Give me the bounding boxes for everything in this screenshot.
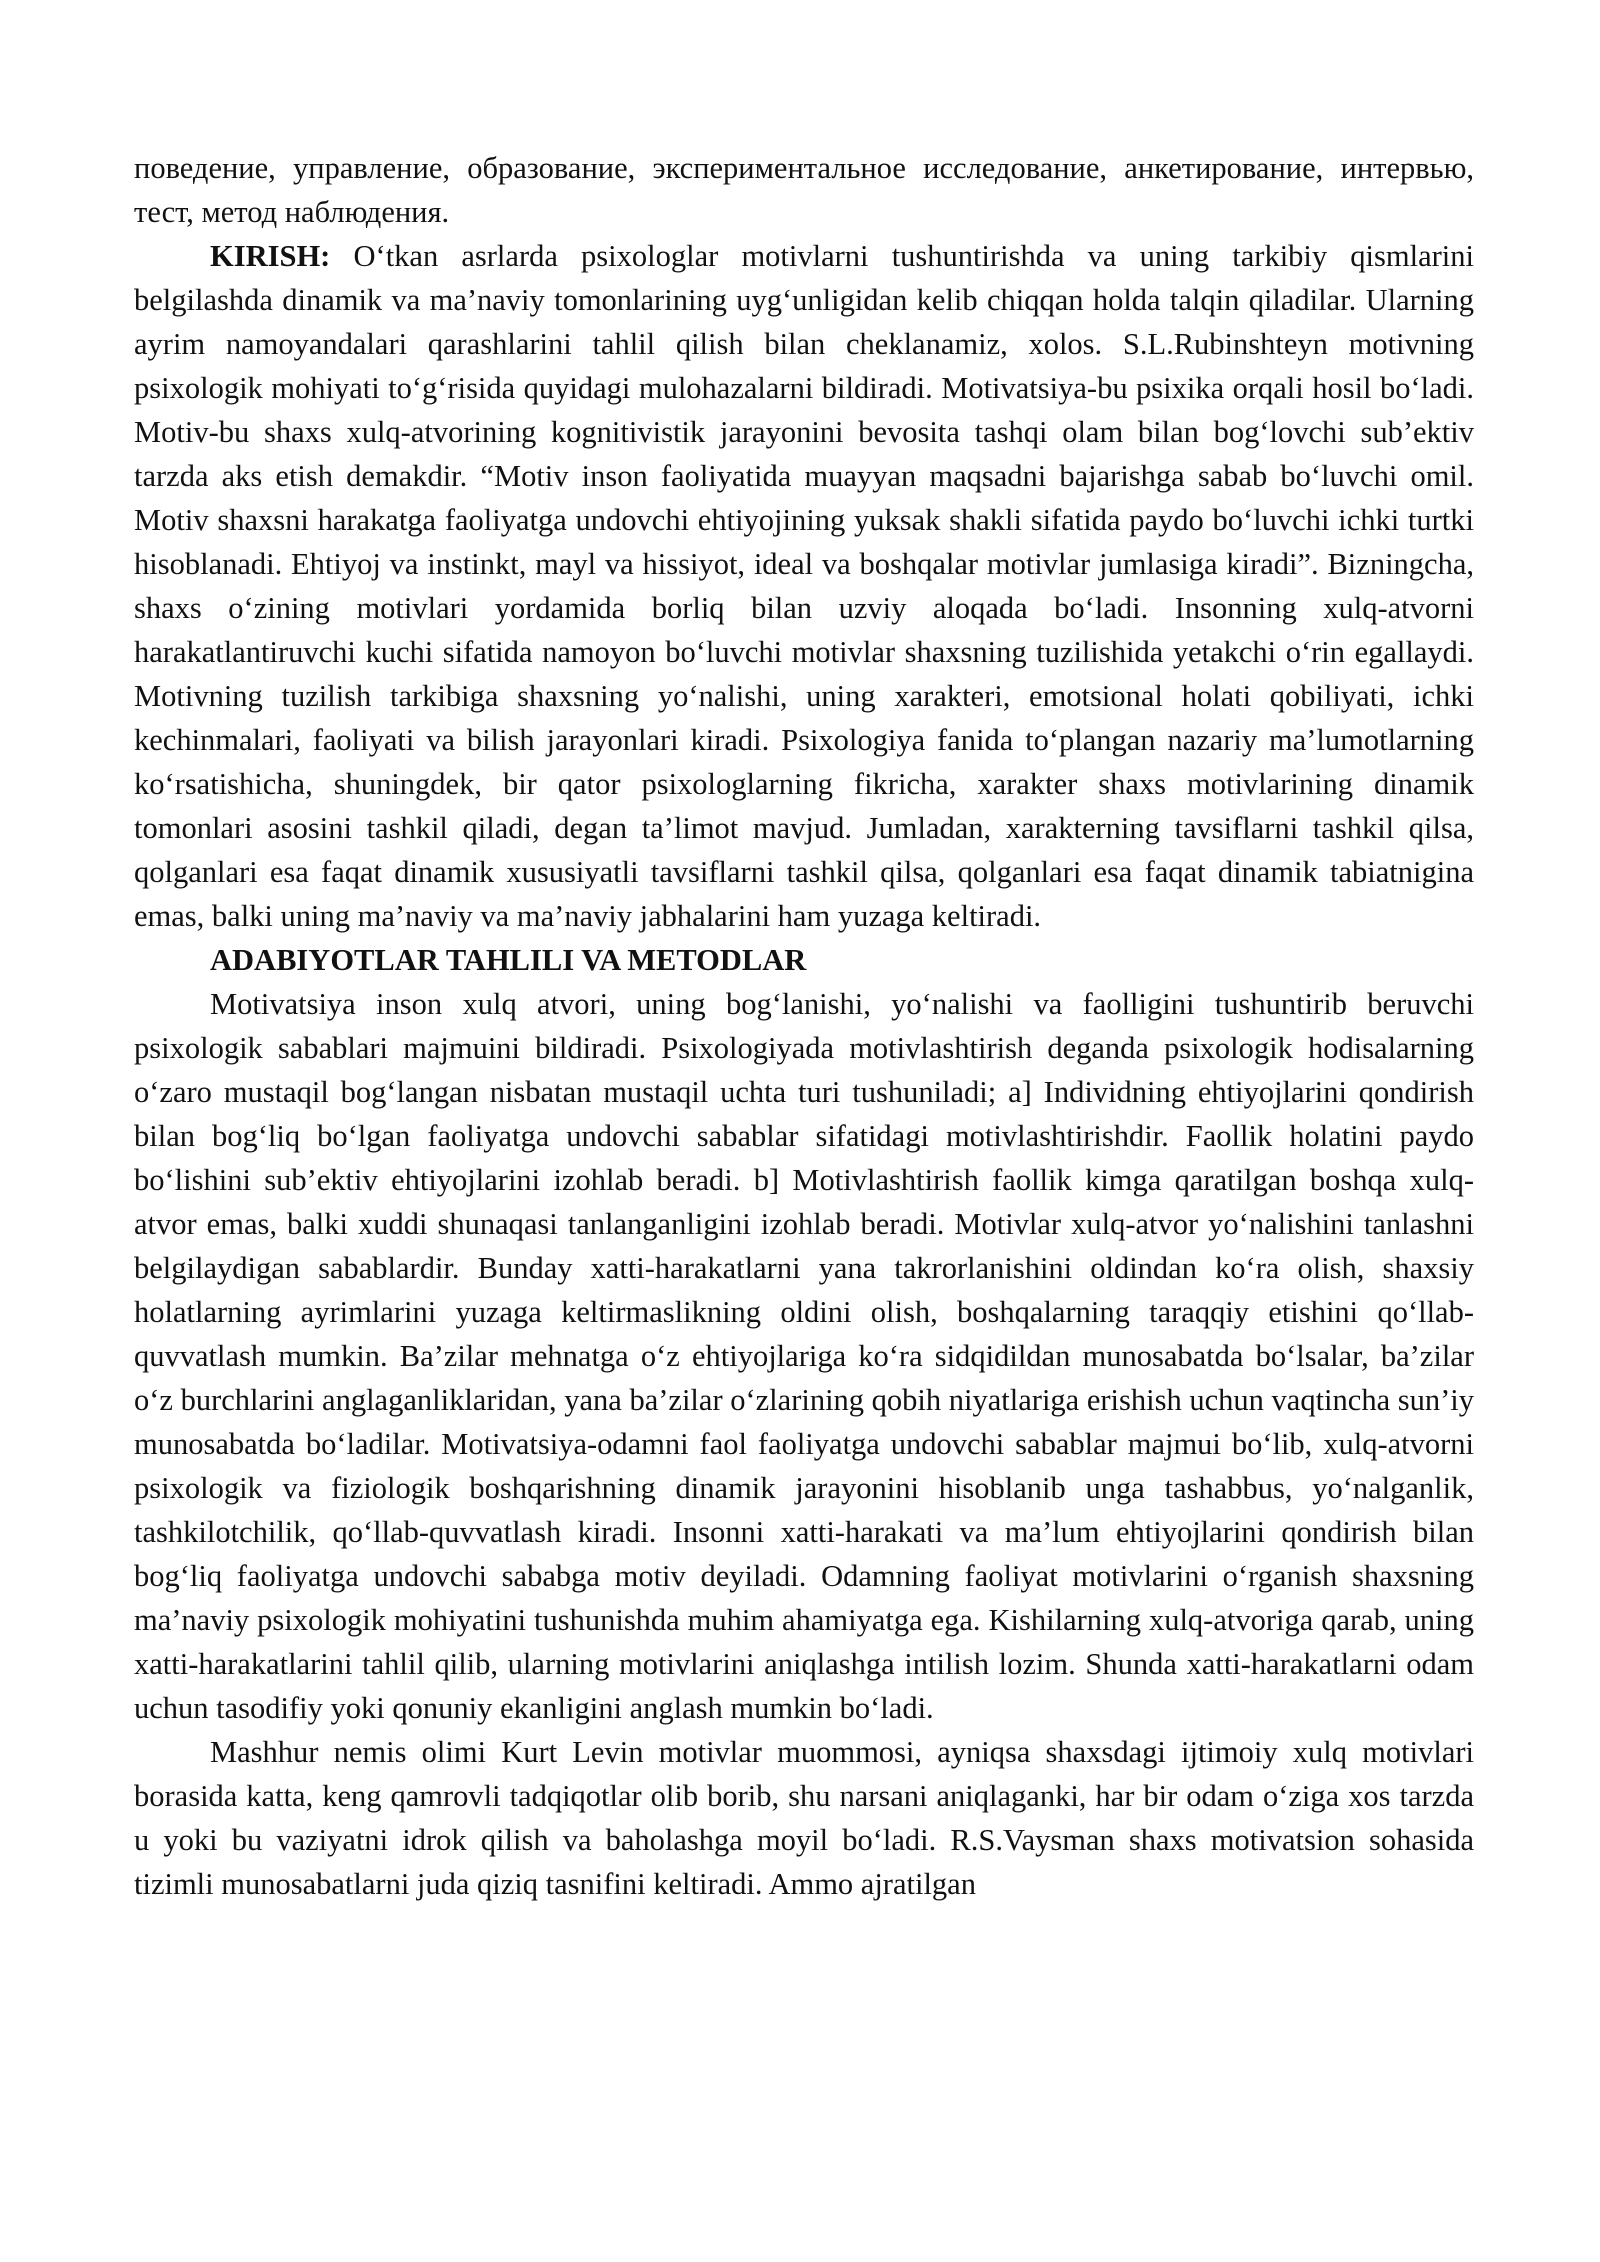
- body-paragraph: Motivatsiya inson xulq atvori, uning bog‘lanishi, yo‘nalishi va faolligini tushuntirib beruvchi psixologik sabablari majmuini bildiradi. Psixologiyada motivlashtirish deganda psixologik hodisalarning o‘zaro mustaqil bog‘langan nisbatan mustaqil uchta turi tushuniladi; a] Individning ehtiyojlarini qondirish bilan bog‘liq bo‘lgan faoliyatga undovchi sabablar sifatidagi motivlashtirishdir. Faollik holatini paydo bo‘lishini sub’ektiv ehtiyojlarini izohlab beradi. b] Motivlashtirish faollik kimga qaratilgan boshqa xulq-atvor emas, balki xuddi shunaqasi tanlanganligini izohlab beradi. Motivlar xulq-atvor yo‘nalishini tanlashni belgilaydigan sabablardir. Bunday xatti-harakatlarni yana takrorlanishini oldindan ko‘ra olish, shaxsiy holatlarning ayrimlarini yuzaga keltirmaslikning oldini olish, boshqalarning taraqqiy etishini qo‘llab-quvvatlash mumkin. Ba’zilar mehnatga o‘z ehtiyojlariga ko‘ra sidqidildan munosabatda bo‘lsalar, ba’zilar o‘z burchlarini anglaganliklaridan, yana ba’zilar o‘zlarining qobih niyatlariga erishish uchun vaqtincha sun’iy munosabatda bo‘ladilar. Motivatsiya-odamni faol faoliyatga undovchi sabablar majmui bo‘lib, xulq-atvorni psixologik va fiziologik boshqarishning dinamik jarayonini hisoblanib unga tashabbus, yo‘nalganlik, tashkilotchilik, qo‘llab-quvvatlash kiradi. Insonni xatti-harakati va ma’lum ehtiyojlarini qondirish bilan bog‘liq faoliyatga undovchi sababga motiv deyiladi. Odamning faoliyat motivlarini o‘rganish shaxsning ma’naviy psixologik mohiyatini tushunishda muhim ahamiyatga ega. Kishilarning xulq-atvoriga qarab, uning xatti-harakatlarini tahlil qilib, ularning motivlarini aniqlashga intilish lozim. Shunda xatti-harakatlarni odam uchun tasodifiy yoki qonuniy ekanligini anglash mumkin bo‘ladi.: [134, 987, 1474, 1725]
- intro-text: O‘tkan asrlarda psixologlar motivlarni tushuntirishda va uning tarkibiy qismlarini belgilashda dinamik va ma’naviy tomonlarining uyg‘unligidan kelib chiqqan holda talqin qiladilar. Ularning ayrim namoyandalari qarashlarini tahlil qilish bilan cheklanamiz, xolos. S.L.Rubinshteyn motivning psixologik mohiyati to‘g‘risida quyidagi mulohazalarni bildiradi. Motivatsiya-bu psixika orqali hosil bo‘ladi. Motiv-bu shaxs xulq-atvorining kognitivistik jarayonini bevosita tashqi olam bilan bog‘lovchi sub’ektiv tarzda aks etish demakdir. “Motiv inson faoliyatida muayyan maqsadni bajarishga sabab bo‘luvchi omil. Motiv shaxsni harakatga faoliyatga undovchi ehtiyojining yuksak shakli sifatida paydo bo‘luvchi ichki turtki hisoblanadi. Ehtiyoj va instinkt, mayl va hissiyot, ideal va boshqalar motivlar jumlasiga kiradi”. Bizningcha, shaxs o‘zining motivlari yordamida borliq bilan uzviy aloqada bo‘ladi. Insonning xulq-atvorni harakatlantiruvchi kuchi sifatida namoyon bo‘luvchi motivlar shaxsning tuzilishida yetakchi o‘rin egallaydi. Motivning tuzilish tarkibiga shaxsning yo‘nalishi, uning xarakteri, emotsional holati qobiliyati, ichki kechinmalari, faoliyati va bilish jarayonlari kiradi. Psixologiya fanida to‘plangan nazariy ma’lumotlarning ko‘rsatishicha, shuningdek, bir qator psixologlarning fikricha, xarakter shaxs motivlarining dinamik tomonlari asosini tashkil qiladi, degan ta’limot mavjud. Jumladan, xarakterning tavsiflarni tashkil qilsa, qolganlari esa faqat dinamik xususiyatli tavsiflarni tashkil qilsa, qolganlari esa faqat dinamik tabiatnigina emas, balki uning ma’naviy va ma’naviy jabhalarini ham yuzaga keltiradi.: [134, 239, 1474, 933]
- intro-paragraph: [134, 234, 1474, 938]
- section-heading: ADABIYOTLAR TAHLILI VA METODLAR: [210, 943, 807, 977]
- intro-label: KIRISH:: [210, 239, 331, 273]
- document-page: [134, 146, 1474, 1906]
- body-paragraph: Mashhur nemis olimi Kurt Levin motivlar muommosi, ayniqsa shaxsdagi ijtimoiy xulq motivlari borasida katta, keng qamrovli tadqiqotlar olib borib, shu narsani aniqlaganki, har bir odam o‘ziga xos tarzda u yoki bu vaziyatni idrok qilish va baholashga moyil bo‘ladi. R.S.Vaysman shaxs motivatsion sohasida tizimli munosabatlarni juda qiziq tasnifini keltiradi. Ammo ajratilgan: [134, 1735, 1474, 1901]
- keywords-continuation: поведение, управление, образование, экспериментальное исследование, анкетирование, интервью, тест, метод наблюдения.: [134, 151, 1474, 229]
